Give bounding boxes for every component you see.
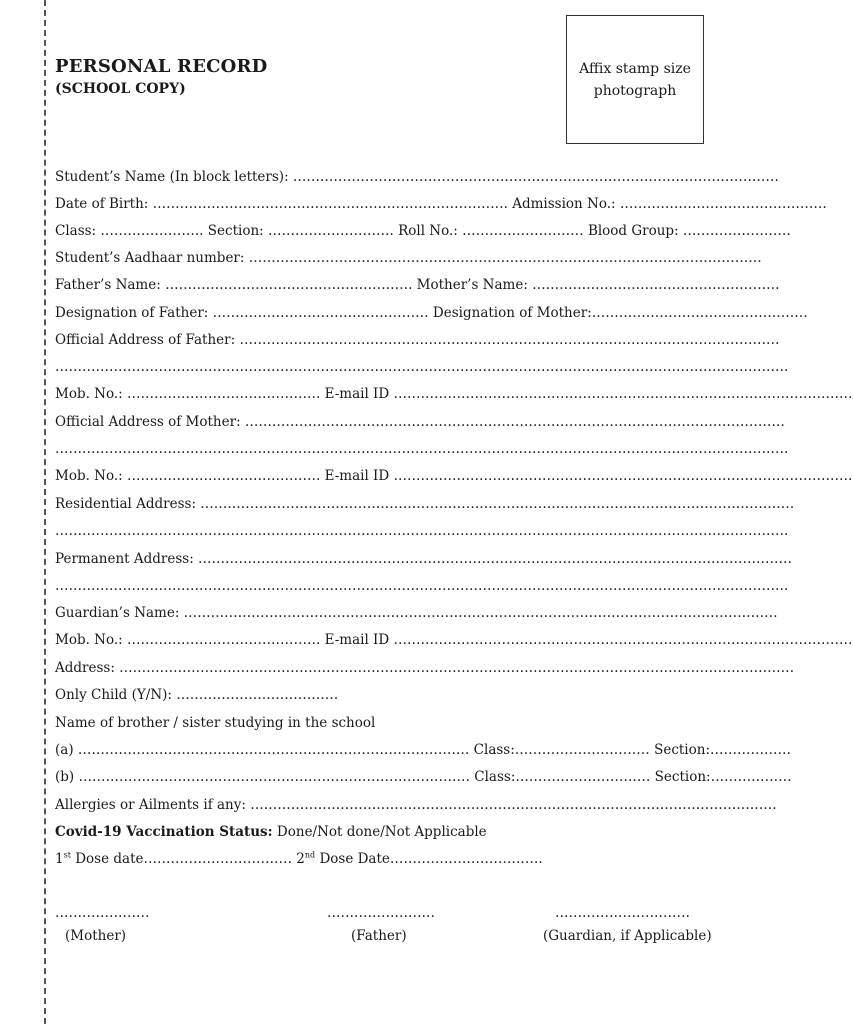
mother-mobile-field[interactable]: Mob. No.: ……………………………………. <box>55 468 321 484</box>
only-child-field[interactable]: Only Child (Y/N): ……………………………… <box>55 687 339 703</box>
photo-box-line2: photograph <box>593 82 677 99</box>
residential-address-field[interactable]: Residential Address: …………………………………………………………………………………………………………………… <box>55 496 795 512</box>
father-email-field[interactable]: E-mail ID ………………………………………………………………………………………… <box>324 386 853 402</box>
mother-email-field[interactable]: E-mail ID ………………………………………………………………………………………… <box>324 468 853 484</box>
guardian-mobile-field[interactable]: Mob. No.: ……………………………………. <box>55 632 321 648</box>
dose1-date-field[interactable]: Dose date…………………………… <box>75 851 292 867</box>
dob-field[interactable]: Date of Birth: ……………………………………………………………………. <box>55 196 508 212</box>
mother-contact-row <box>55 465 853 487</box>
residential-address-line2[interactable]: ………………………………………………………………………………………………………………………………………………. <box>55 523 789 539</box>
sibling-b-row <box>55 766 792 788</box>
father-contact-row <box>55 383 853 405</box>
father-signature-label: (Father) <box>351 928 407 944</box>
permanent-address-field[interactable]: Permanent Address: …………………………………………………………………………………………………………………… <box>55 551 793 567</box>
father-signature-line[interactable]: …………………… <box>327 905 435 921</box>
photo-box-line1: Affix stamp size <box>579 60 691 77</box>
roll-field[interactable]: Roll No.: ……………………… <box>398 223 584 239</box>
mother-designation-field[interactable]: Designation of Mother:………………………………………… <box>432 305 808 321</box>
sibling-heading: Name of brother / sister studying in the school <box>55 715 376 731</box>
admission-field[interactable]: Admission No.: ………………………………………. <box>512 196 827 212</box>
sibling-a-class-field[interactable]: Class:………………………… <box>473 742 650 758</box>
guardian-name-field[interactable]: Guardian’s Name: …………………………………………………………………………………………………………………… <box>55 605 778 621</box>
permanent-address-line2[interactable]: ………………………………………………………………………………………………………………………………………………. <box>55 578 789 594</box>
cut-line <box>44 0 46 1024</box>
sibling-a-row <box>55 739 791 761</box>
covid-status-row <box>55 821 715 843</box>
sibling-b-name-field[interactable]: (b) …………………………………………………………………………… <box>55 769 470 785</box>
mother-signature-line[interactable]: ………………… <box>55 905 150 921</box>
parents-name-row <box>55 274 780 296</box>
covid-status-label: Covid-19 Vaccination Status: <box>55 824 273 840</box>
dob-row <box>55 193 827 215</box>
father-office-address-line2[interactable]: ………………………………………………………………………………………………………………………………………………. <box>55 359 789 375</box>
guardian-address-field[interactable]: Address: …………………………………………………………………………………………………………………………………… <box>55 660 795 676</box>
father-mobile-field[interactable]: Mob. No.: ……………………………………. <box>55 386 321 402</box>
guardian-email-field[interactable]: E-mail ID ………………………………………………………………………………………… <box>324 632 853 648</box>
dose-dates-row <box>55 848 715 870</box>
sibling-a-section-field[interactable]: Section:……………… <box>654 742 791 758</box>
designation-row <box>55 302 808 324</box>
sibling-b-class-field[interactable]: Class:………………………… <box>474 769 651 785</box>
dose2-sup: nd <box>304 850 316 860</box>
mother-office-address-line2[interactable]: ………………………………………………………………………………………………………………………………………………. <box>55 441 789 457</box>
dose2-prefix: 2 <box>296 851 305 867</box>
guardian-signature-line[interactable]: ………………………… <box>555 905 690 921</box>
guardian-signature-label: (Guardian, if Applicable) <box>543 928 712 944</box>
blood-group-field[interactable]: Blood Group: …………………… <box>587 223 791 239</box>
dose2-date-field[interactable]: Dose Date……………………………. <box>319 851 543 867</box>
father-office-address-field[interactable]: Official Address of Father: ………………………………………………………………………………………………………… <box>55 332 780 348</box>
allergies-field[interactable]: Allergies or Ailments if any: ……………………………………………………………………………………………………… <box>55 797 777 813</box>
dose1-sup: st <box>63 850 71 860</box>
dose1-prefix: 1 <box>55 851 64 867</box>
class-row <box>55 220 791 242</box>
student-name-field[interactable]: Student’s Name (In block letters): ……………………………………………………………………………………………… <box>55 169 779 185</box>
class-field[interactable]: Class: ………………….. <box>55 223 204 239</box>
mother-signature-label: (Mother) <box>65 928 127 944</box>
form-subtitle: (SCHOOL COPY) <box>55 81 186 97</box>
sibling-a-name-field[interactable]: (a) …………………………………………………………………………… <box>55 742 470 758</box>
photo-box <box>566 15 704 144</box>
mother-name-field[interactable]: Mother’s Name: ………………………………………………. <box>416 277 780 293</box>
guardian-contact-row <box>55 629 853 651</box>
aadhaar-field[interactable]: Student’s Aadhaar number: …………………………………………………………………………………………………… <box>55 250 762 266</box>
mother-office-address-field[interactable]: Official Address of Mother: ………………………………………………………………………………………………………… <box>55 414 785 430</box>
section-field[interactable]: Section: ………………………. <box>207 223 394 239</box>
sibling-b-section-field[interactable]: Section:……………… <box>654 769 792 785</box>
covid-status-options[interactable]: Done/Not done/Not Applicable <box>276 824 487 840</box>
father-designation-field[interactable]: Designation of Father: ………………………………………… <box>55 305 429 321</box>
form-title: PERSONAL RECORD <box>55 56 268 77</box>
father-name-field[interactable]: Father’s Name: ………………………………………………. <box>55 277 413 293</box>
